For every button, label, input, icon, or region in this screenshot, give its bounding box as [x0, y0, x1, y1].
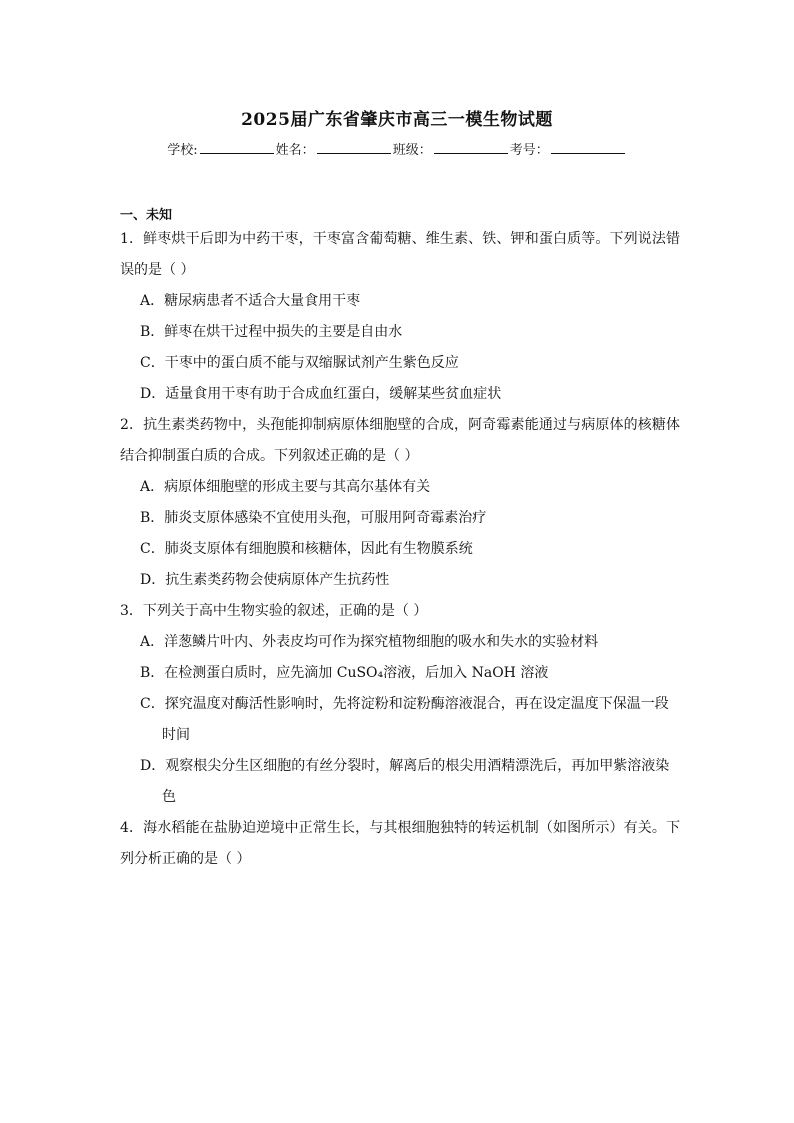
class-blank[interactable] [434, 141, 508, 154]
question-stem: 2．抗生素类药物中，头孢能抑制病原体细胞壁的合成，阿奇霉素能通过与病原体的核糖体结合抑制蛋白质的合成。下列叙述正确的是（ ） [120, 417, 680, 464]
section-heading: 一、未知 [120, 208, 173, 223]
school-label: 学校: [167, 143, 198, 158]
student-info-line [0, 139, 794, 158]
exam-no-blank[interactable] [551, 141, 625, 154]
question-list [120, 224, 680, 875]
question-stem: 4．海水稻能在盐胁迫逆境中正常生长，与其根细胞独特的转运机制（如图所示）有关。下列分析正确的是（ ） [120, 820, 680, 867]
question-option: A．病原体细胞壁的形成主要与其高尔基体有关 [140, 479, 431, 495]
class-label: 班级： [392, 143, 432, 158]
question-option: C．干枣中的蛋白质不能与双缩脲试剂产生紫色反应 [140, 355, 459, 371]
question-option: B．肺炎支原体感染不宜使用头孢，可服用阿奇霉素治疗 [140, 510, 487, 526]
question-option: A．糖尿病患者不适合大量食用干枣 [140, 293, 361, 309]
question-option: B．鲜枣在烘干过程中损失的主要是自由水 [140, 324, 403, 340]
exam-no-label: 考号： [509, 143, 549, 158]
question-option-text: C．探究温度对酶活性影响时，先将淀粉和淀粉酶溶液混合，再在设定温度下保温一段时间 [140, 696, 669, 743]
question-stem: 1．鲜枣烘干后即为中药干枣，干枣富含葡萄糖、维生素、铁、钾和蛋白质等。下列说法错误的是（ ） [120, 231, 680, 278]
question-stem: 3．下列关于高中生物实验的叙述，正确的是（ ） [120, 603, 428, 619]
question-option [120, 689, 680, 751]
question-option: C．肺炎支原体有细胞膜和核糖体，因此有生物膜系统 [140, 541, 473, 557]
document-title: 2025届广东省肇庆市高三一模生物试题 [241, 110, 553, 130]
question-option: A．洋葱鳞片叶内、外表皮均可作为探究植物细胞的吸水和失水的实验材料 [140, 634, 599, 650]
question-option [120, 751, 680, 813]
question-option: D．抗生素类药物会使病原体产生抗药性 [140, 572, 390, 588]
question-option: D．适量食用干枣有助于合成血红蛋白，缓解某些贫血症状 [140, 386, 502, 402]
question-option-text: D．观察根尖分生区细胞的有丝分裂时，解离后的根尖用酒精漂洗后，再加甲紫溶液染色 [140, 758, 670, 805]
question-option: B．在检测蛋白质时，应先滴加 CuSO₄溶液，后加入 NaOH 溶液 [140, 665, 549, 681]
name-blank[interactable] [317, 141, 391, 154]
school-blank[interactable] [200, 141, 274, 154]
name-label: 姓名： [275, 143, 315, 158]
